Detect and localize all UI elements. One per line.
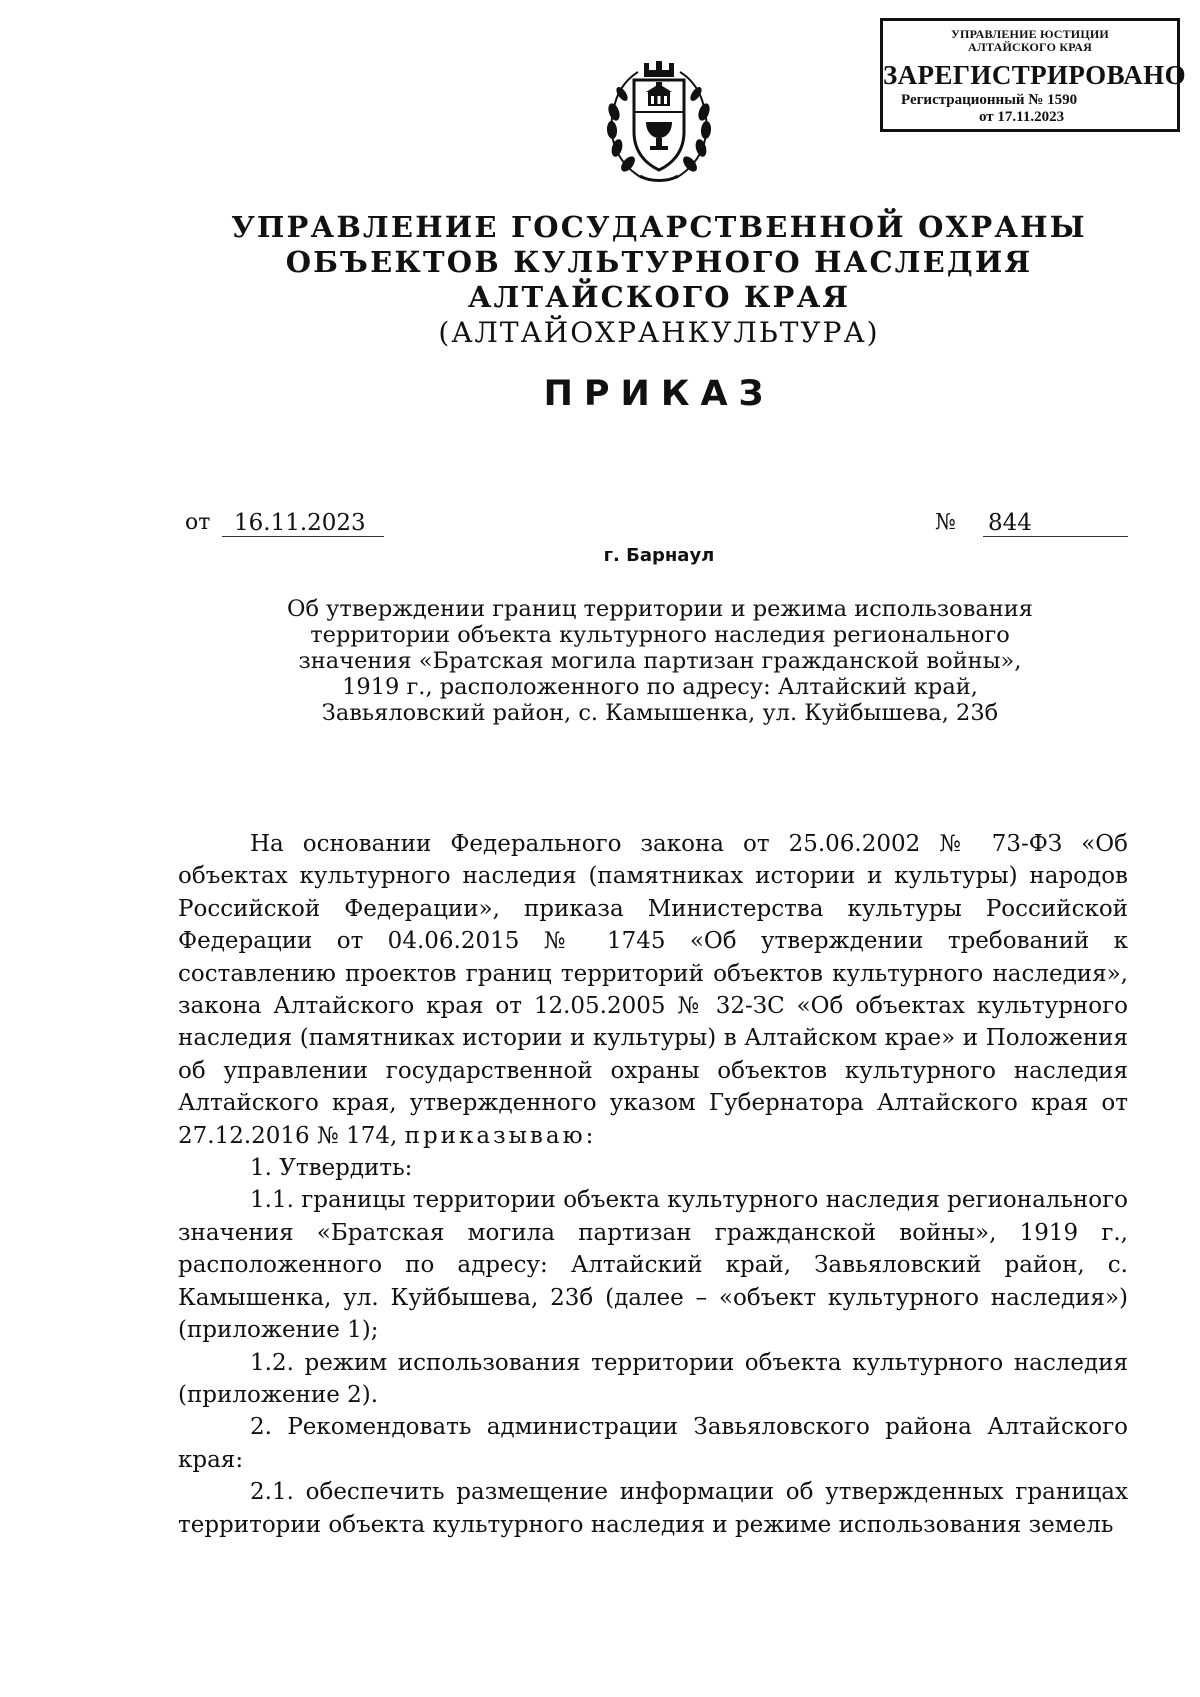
agency-name-line3: АЛТАЙСКОГО КРАЯ xyxy=(467,280,851,314)
stamp-authority-line2: АЛТАЙСКОГО КРАЯ xyxy=(968,40,1092,54)
preamble-paragraph xyxy=(178,828,1128,1152)
agency-abbreviation: (АЛТАЙОХРАНКУЛЬТУРА) xyxy=(438,316,880,349)
subject-line: Об утверждении границ территории и режима использования xyxy=(287,596,1033,622)
stamp-reg-date: от 17.11.2023 xyxy=(979,109,1065,125)
item-2-1: 2.1. обеспечить размещение информации об утвержденных границах территории объекта культурного наследия и режиме использования земель xyxy=(178,1479,1128,1538)
subject-line: значения «Братская могила партизан гражданской войны», xyxy=(298,648,1022,674)
preamble-text: На основании Федерального закона от 25.06.2002 № 73-ФЗ «Об объектах культурного наследия (памятниках истории и культуры) народов Российской Федерации», приказа Министерства культуры Российской Федерации от 04.06.2015 № 1745 «Об утверждении требований к составлению проектов границ территорий объектов культурного наследия», закона Алтайского края от 12.05.2005 № 32-ЗС «Об объектах культурного наследия (памятниках истории и культуры) в Алтайском крае» и Положения об управлении государственной охраны объектов культурного наследия Алтайского края, утвержденного указом Губернатора Алтайского края от 27.12.2016 № 174, xyxy=(178,831,1128,1149)
document-type-title: ПРИКАЗ xyxy=(543,374,775,414)
date-prefix: от xyxy=(185,510,211,535)
item-1-1: 1.1. границы территории объекта культурного наследия регионального значения «Братская могила партизан гражданской войны», 1919 г., расположенного по адресу: Алтайский край, Завьяловский район, с. Камышенка, ул. Куйбышева, 23б (далее – «объект культурного наследия») (приложение 1); xyxy=(178,1187,1128,1344)
number-prefix: № xyxy=(935,510,956,535)
subject-line: 1919 г., расположенного по адресу: Алтайский край, xyxy=(342,674,978,700)
agency-name-line1: УПРАВЛЕНИЕ ГОСУДАРСТВЕННОЙ ОХРАНЫ xyxy=(231,210,1087,244)
stamp-status: ЗАРЕГИСТРИРОВАНО xyxy=(883,60,1186,90)
order-word: приказываю: xyxy=(404,1122,597,1149)
order-subject xyxy=(200,596,1120,726)
agency-name-line2: ОБЪЕКТОВ КУЛЬТУРНОГО НАСЛЕДИЯ xyxy=(285,245,1033,279)
order-number: 844 xyxy=(983,510,1128,537)
item-2: 2. Рекомендовать администрации Завьяловского района Алтайского края: xyxy=(178,1414,1128,1473)
item-1: 1. Утвердить: xyxy=(250,1155,413,1182)
stamp-authority-line1: УПРАВЛЕНИЕ ЮСТИЦИИ xyxy=(951,27,1109,41)
subject-line: территории объекта культурного наследия регионального xyxy=(310,622,1010,648)
order-date: 16.11.2023 xyxy=(222,510,384,537)
altai-krai-coat-of-arms-icon xyxy=(602,60,716,186)
agency-header xyxy=(0,210,1200,351)
order-body xyxy=(178,828,1128,1541)
stamp-reg-number: Регистрационный № 1590 xyxy=(901,92,1078,108)
city-name: г. Барнаул xyxy=(603,545,715,566)
item-1-2: 1.2. режим использования территории объекта культурного наследия (приложение 2). xyxy=(178,1349,1128,1408)
subject-line: Завьяловский район, с. Камышенка, ул. Куйбышева, 23б xyxy=(321,700,999,726)
registration-stamp xyxy=(880,18,1186,132)
